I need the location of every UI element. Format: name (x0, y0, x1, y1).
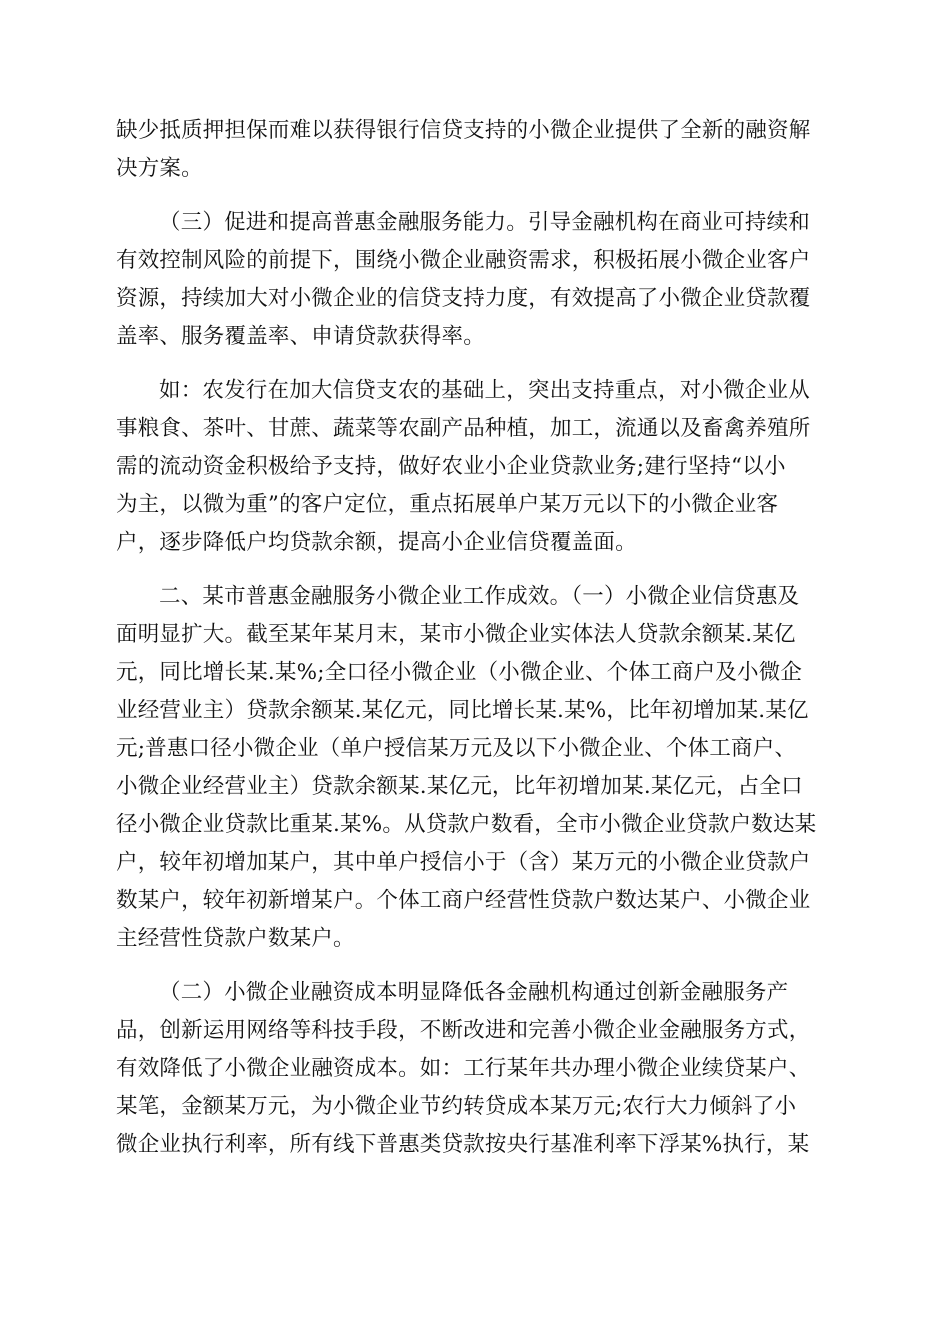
text-line: 业经营业主）贷款余额某.某亿元，同比增长某.某%，比年初增加某.某亿 (116, 698, 809, 723)
paragraph-inclusive-finance-capacity (116, 204, 836, 356)
text-line: 元，同比增长某.某%;全口径小微企业（小微企业、个体工商户及小微企 (116, 660, 803, 685)
text-line: 二、某市普惠金融服务小微企业工作成效。（一）小微企业信贷惠及 (159, 584, 800, 609)
text-line: 面明显扩大。截至某年某月末，某市小微企业实体法人贷款余额某.某亿 (116, 622, 796, 647)
paragraph-financing-solution (116, 112, 836, 188)
text-line: （二）小微企业融资成本明显降低各金融机构通过创新金融服务产 (159, 980, 789, 1005)
document-body (116, 112, 836, 1180)
text-line: 小微企业经营业主）贷款余额某.某亿元，比年初增加某.某亿元，占全口 (116, 774, 803, 799)
paragraph-financing-cost (116, 974, 836, 1164)
text-line: 决方案。 (116, 156, 203, 181)
text-line: 径小微企业贷款比重某.某%。从贷款户数看，全市小微企业贷款户数达某 (116, 812, 817, 837)
text-line: 某笔，金额某万元，为小微企业节约转贷成本某万元;农行大力倾斜了小 (116, 1094, 797, 1119)
text-line: 事粮食、茶叶、甘蔗、蔬菜等农副产品种植，加工，流通以及畜禽养殖所 (116, 416, 811, 441)
paragraph-work-results (116, 578, 836, 958)
text-line: 数某户，较年初新增某户。个体工商户经营性贷款户数达某户、小微企业 (116, 888, 811, 913)
text-line: 品，创新运用网络等科技手段，不断改进和完善小微企业金融服务方式， (116, 1018, 811, 1043)
text-line: 微企业执行利率，所有线下普惠类贷款按央行基准利率下浮某%执行，某 (116, 1132, 810, 1157)
text-line: 如：农发行在加大信贷支农的基础上，突出支持重点，对小微企业从 (159, 378, 811, 403)
text-line: 有效降低了小微企业融资成本。如：工行某年共办理小微企业续贷某户、 (116, 1056, 811, 1081)
text-line: 盖率、服务覆盖率、申请贷款获得率。 (116, 324, 485, 349)
text-line: 缺少抵质押担保而难以获得银行信贷支持的小微企业提供了全新的融资解 (116, 118, 811, 143)
text-line: 需的流动资金积极给予支持，做好农业小企业贷款业务;建行坚持“以小 (116, 454, 786, 479)
paragraph-bank-examples (116, 372, 836, 562)
text-line: 有效控制风险的前提下，围绕小微企业融资需求，积极拓展小微企业客户 (116, 248, 811, 273)
text-line: 户，较年初增加某户，其中单户授信小于（含）某万元的小微企业贷款户 (116, 850, 811, 875)
text-line: 元;普惠口径小微企业（单户授信某万元及以下小微企业、个体工商户、 (116, 736, 797, 761)
text-line: 户，逐步降低户均贷款余额，提高小企业信贷覆盖面。 (116, 530, 637, 555)
text-line: 资源，持续加大对小微企业的信贷支持力度，有效提高了小微企业贷款覆 (116, 286, 811, 311)
text-line: 主经营性贷款户数某户。 (116, 926, 355, 951)
text-line: （三）促进和提高普惠金融服务能力。引导金融机构在商业可持续和 (159, 210, 811, 235)
text-line: 为主，以微为重”的客户定位，重点拓展单户某万元以下的小微企业客 (116, 492, 779, 517)
